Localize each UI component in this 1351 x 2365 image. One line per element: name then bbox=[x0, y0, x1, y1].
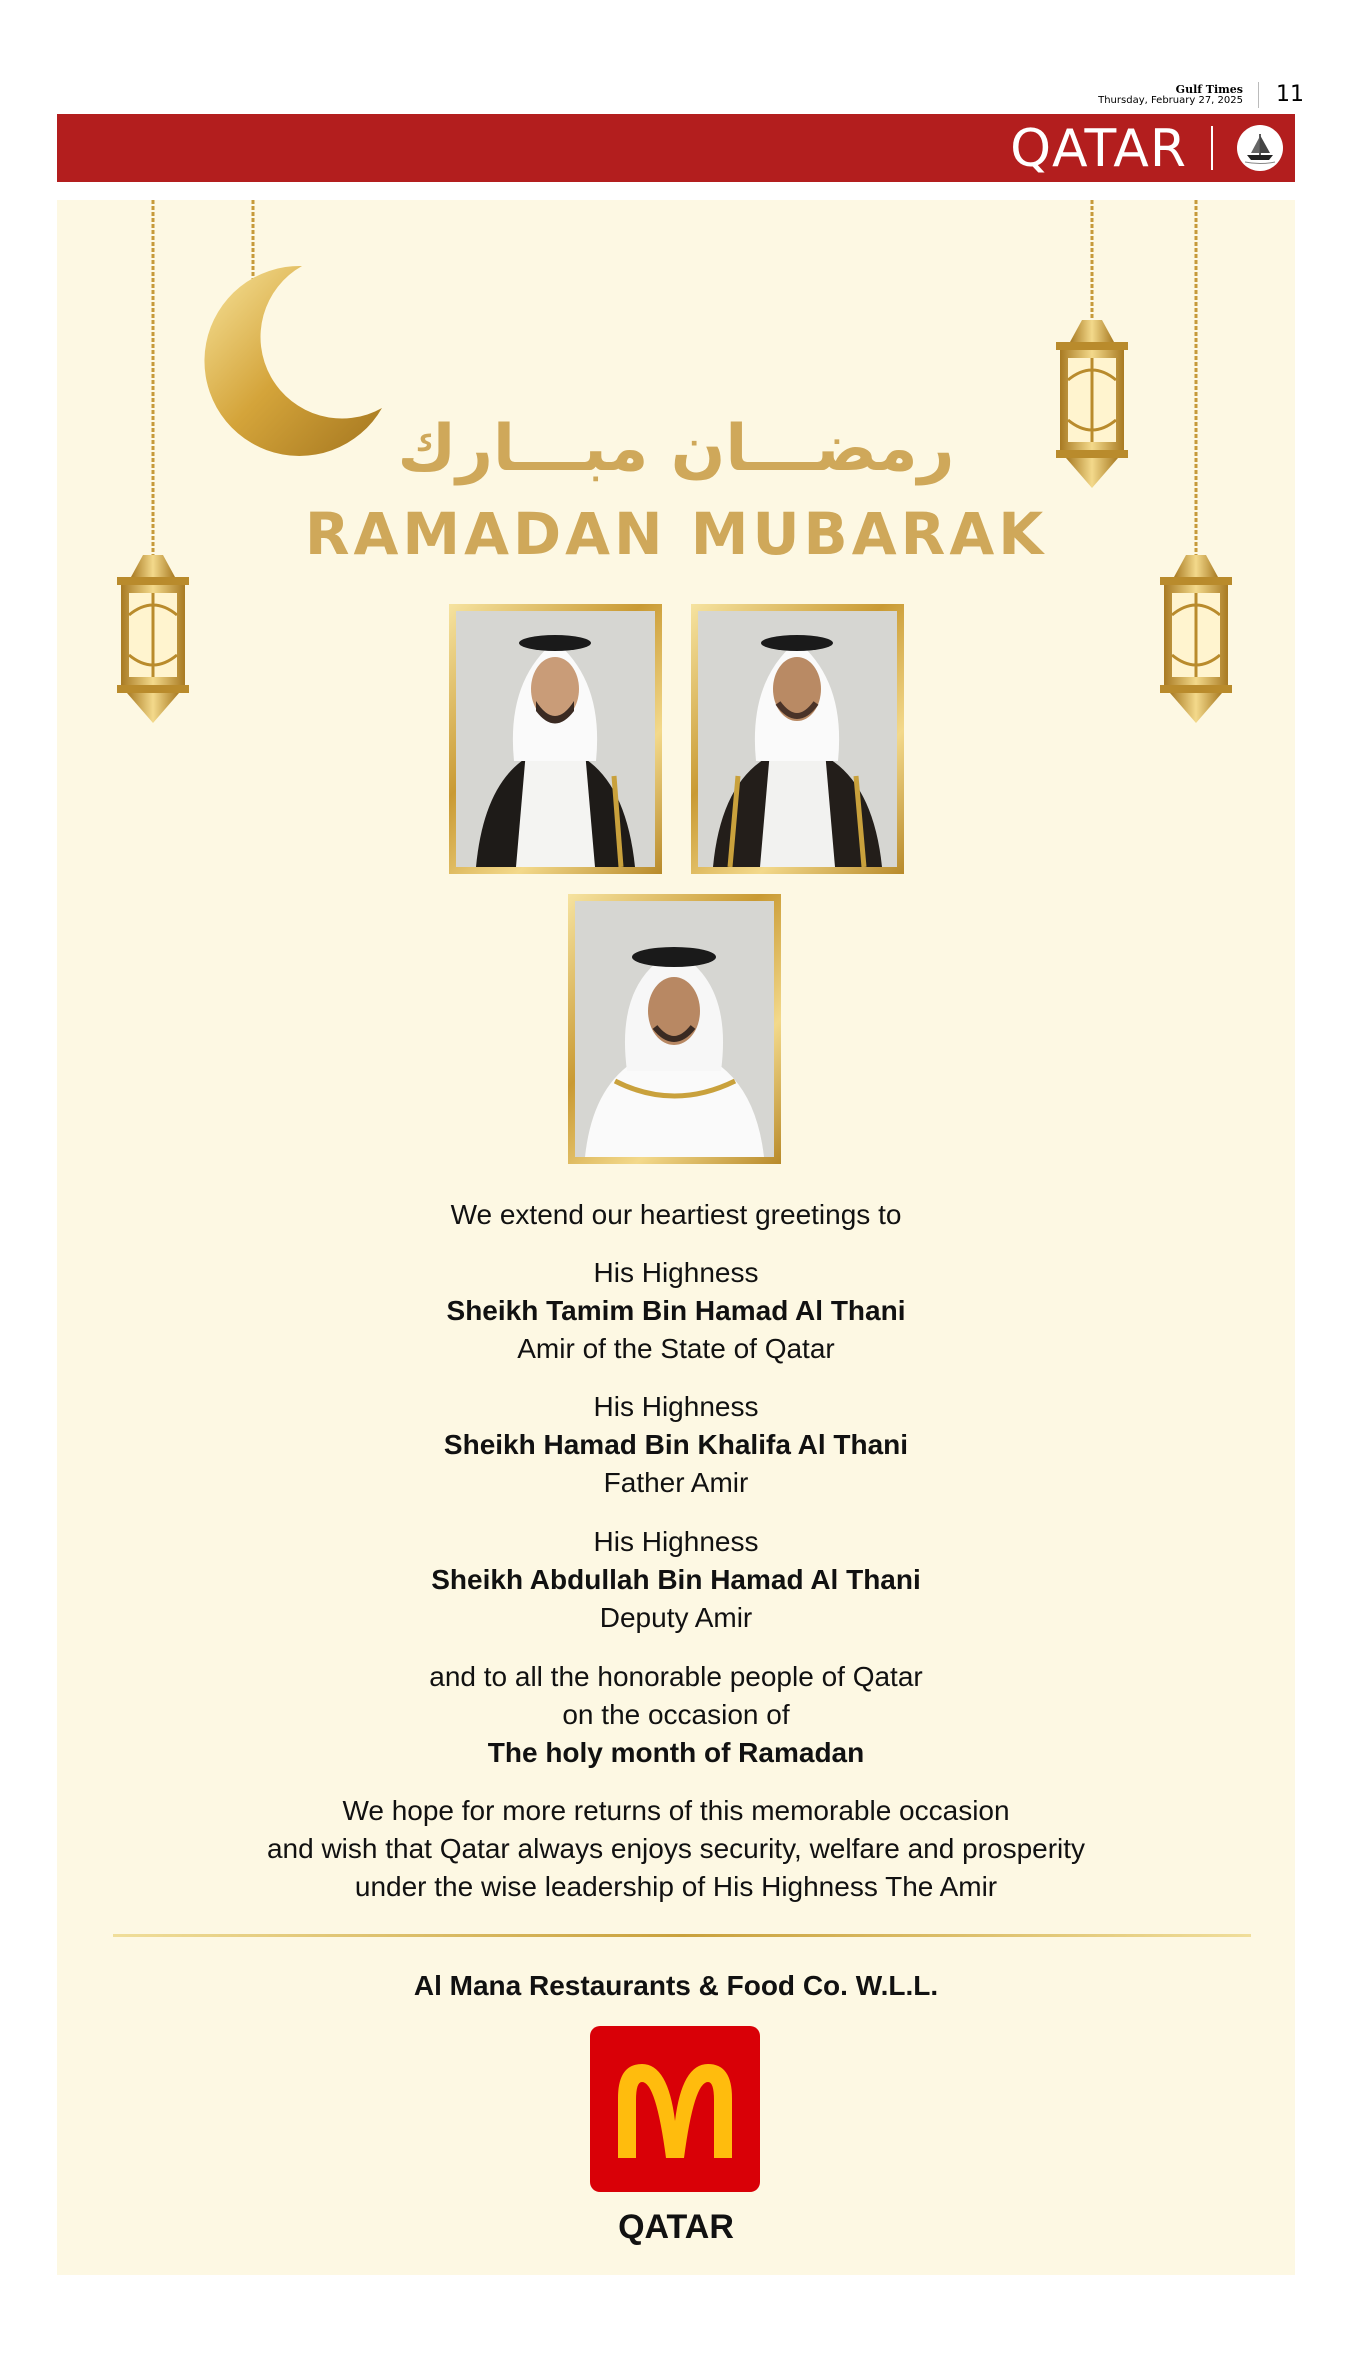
issue-date: Thursday, February 27, 2025 bbox=[1098, 94, 1243, 106]
arabic-title: رمضـــان مبـــارك bbox=[397, 412, 955, 486]
section-banner bbox=[57, 114, 1295, 182]
masthead-meta bbox=[1098, 84, 1243, 106]
dignitary-name: Sheikh Hamad Bin Khalifa Al Thani bbox=[443, 1429, 909, 1460]
portrait-father-amir bbox=[691, 604, 904, 874]
wish-line: under the wise leadership of His Highness The Amir bbox=[354, 1871, 998, 1902]
wishes-block bbox=[57, 1792, 1295, 1906]
dignitary-block bbox=[57, 1254, 1295, 1368]
dignitary-honorific: His Highness bbox=[593, 1257, 759, 1288]
dignitary-name: Sheikh Abdullah Bin Hamad Al Thani bbox=[431, 1564, 921, 1595]
dignitary-honorific: His Highness bbox=[593, 1391, 759, 1422]
portrait-deputy-amir bbox=[568, 894, 781, 1164]
portrait-amir bbox=[449, 604, 662, 874]
dignitary-title: Father Amir bbox=[603, 1467, 749, 1498]
wish-line: We hope for more returns of this memorable occasion bbox=[342, 1795, 1010, 1826]
intro-text: We extend our heartiest greetings to bbox=[450, 1199, 902, 1230]
occasion-name: The holy month of Ramadan bbox=[487, 1737, 865, 1768]
section-title: QATAR bbox=[1010, 119, 1187, 179]
portrait-figure-icon bbox=[456, 611, 655, 867]
dignitary-title: Amir of the State of Qatar bbox=[517, 1333, 835, 1364]
dignitary-name: Sheikh Tamim Bin Hamad Al Thani bbox=[446, 1295, 906, 1326]
occasion-line: on the occasion of bbox=[562, 1699, 790, 1730]
dignitary-block bbox=[57, 1523, 1295, 1637]
golden-arches-icon bbox=[590, 2026, 760, 2192]
gold-divider bbox=[113, 1934, 1251, 1937]
footer-country: QATAR bbox=[618, 2208, 734, 2246]
banner-divider bbox=[1211, 126, 1213, 170]
occasion-block bbox=[57, 1658, 1295, 1772]
portrait-figure-icon bbox=[575, 901, 774, 1157]
ramadan-advertisement bbox=[57, 200, 1295, 2275]
dignitary-honorific: His Highness bbox=[593, 1526, 759, 1557]
portrait-figure-icon bbox=[698, 611, 897, 867]
dhow-logo-icon bbox=[1237, 125, 1283, 171]
masthead-separator bbox=[1258, 82, 1259, 108]
dignitary-title: Deputy Amir bbox=[599, 1602, 753, 1633]
people-line: and to all the honorable people of Qatar bbox=[429, 1661, 923, 1692]
newspaper-name: Gulf Times bbox=[1175, 83, 1243, 96]
mcdonalds-logo bbox=[590, 2026, 760, 2192]
wish-line: and wish that Qatar always enjoys security, welfare and prosperity bbox=[266, 1833, 1086, 1864]
page-number: 11 bbox=[1276, 82, 1304, 107]
company-name: Al Mana Restaurants & Food Co. W.L.L. bbox=[413, 1970, 939, 2001]
headline: RAMADAN MUBARAK bbox=[304, 500, 1048, 568]
dignitary-block bbox=[57, 1388, 1295, 1502]
